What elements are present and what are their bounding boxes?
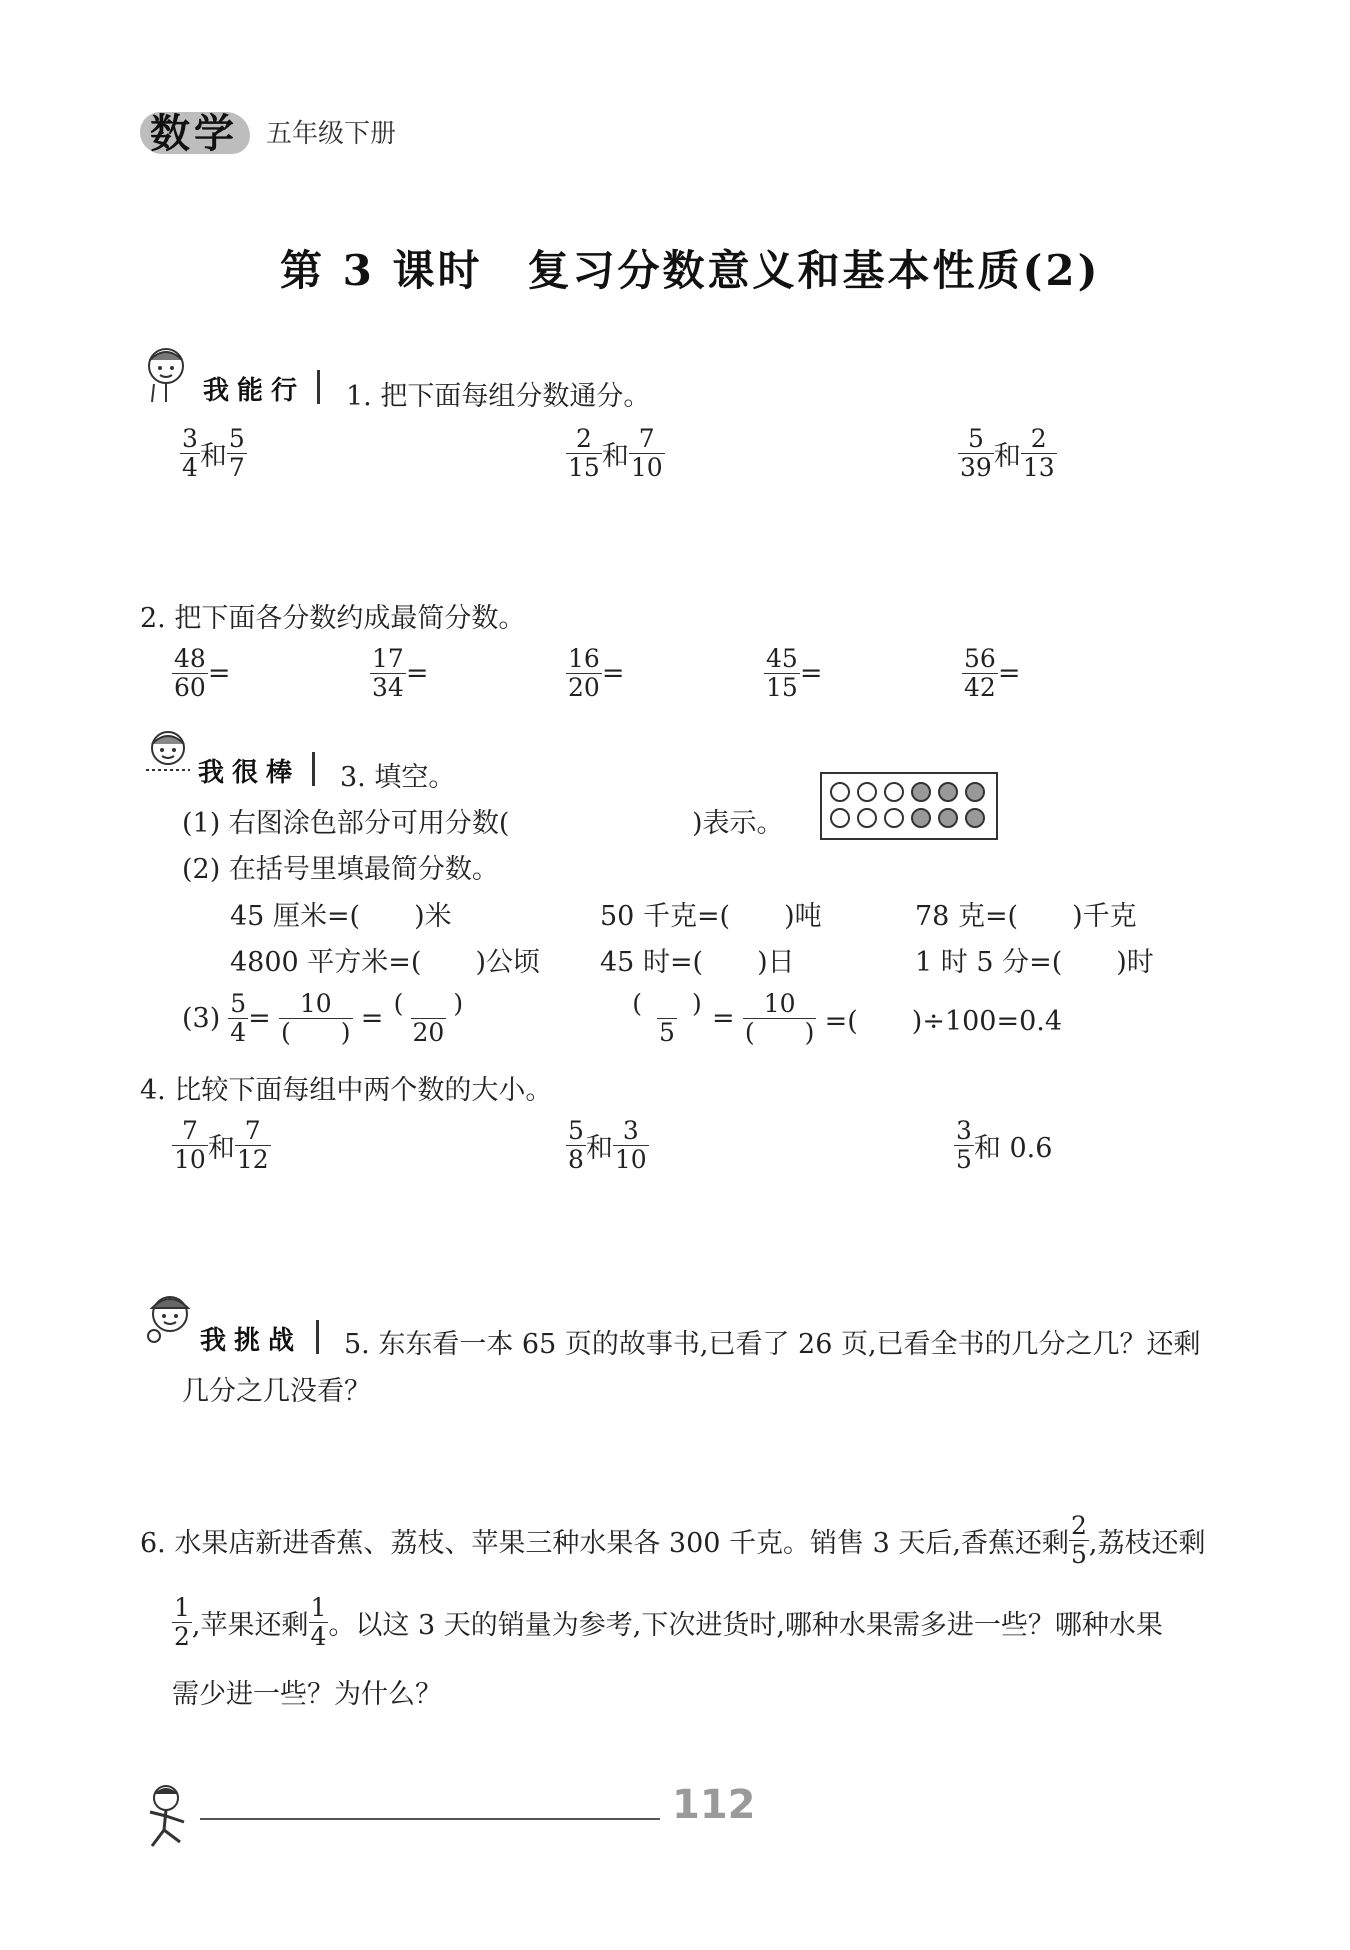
equals-sign: = (601, 657, 625, 689)
q6-text-a: 6. 水果店新进香蕉、荔枝、苹果三种水果各 300 千克。销售 3 天后,香蕉还剩 (140, 1527, 1069, 1559)
fraction: $\frac{1}{2}$ (174, 1593, 190, 1651)
fraction: $\frac{3}{10}$ (614, 1116, 647, 1174)
q1-item-2 (566, 425, 665, 481)
q6-line1 (140, 1512, 1205, 1568)
fraction: $\frac{3}{5}$ (956, 1116, 972, 1174)
student-mascot-icon (142, 1290, 200, 1350)
q2-item-4 (764, 645, 822, 701)
fraction: $\frac{2}{5}$ (1070, 1511, 1087, 1569)
expression-tail: =( )÷100=0.4 (824, 1005, 1063, 1037)
footer-rule (200, 1818, 660, 1820)
circle-shaded (965, 782, 985, 802)
badge-divider (312, 752, 315, 786)
q3-part3-right (622, 990, 1062, 1046)
joiner-text: 和 (585, 1132, 613, 1164)
lesson-title: 第 3 课时 复习分数意义和基本性质(2) (280, 246, 1101, 295)
q2-item-3 (566, 645, 624, 701)
fraction: $\frac{5}{7}$ (228, 424, 245, 482)
q3-fill-2: 50 千克=( )吨 (600, 901, 822, 932)
q3-fill-4: 4800 平方米=( )公顷 (230, 947, 540, 978)
fraction: $\frac{( )}{20}$ (393, 989, 464, 1047)
circle-shaded (938, 808, 958, 828)
q4-text: 4. 比较下面每组中两个数的大小。 (140, 1075, 553, 1106)
q2-item-1 (172, 645, 230, 701)
q2-item-2 (370, 645, 428, 701)
badge-divider (316, 1320, 319, 1354)
header-subject: 数学 (150, 111, 238, 157)
fraction: $\frac{10}{( )}$ (744, 989, 815, 1047)
circle-shaded (938, 782, 958, 802)
q3-fill-3: 78 克=( )千克 (915, 901, 1137, 932)
equals-sign: = (405, 657, 429, 689)
q3-fill-5: 45 时=( )日 (600, 947, 795, 978)
fraction: $\frac{2}{13}$ (1022, 424, 1055, 482)
q1-text: 1. 把下面每组分数通分。 (346, 381, 651, 412)
page-number: 112 (672, 1782, 756, 1828)
circle-unshaded (857, 782, 877, 802)
fraction: $\frac{7}{12}$ (236, 1116, 269, 1174)
circle-unshaded (830, 808, 850, 828)
circle-shaded (965, 808, 985, 828)
fraction: $\frac{56}{42}$ (964, 644, 996, 702)
q4-item-2 (566, 1117, 649, 1173)
q6-text-b: ,荔枝还剩 (1088, 1527, 1206, 1559)
equals-sign: = (207, 657, 231, 689)
q6-text-c: ,苹果还剩 (191, 1609, 309, 1641)
fraction: $\frac{7}{10}$ (630, 424, 663, 482)
fraction: $\frac{1}{4}$ (310, 1593, 327, 1651)
fraction: $\frac{5}{39}$ (960, 424, 992, 482)
student-mascot-icon (140, 344, 198, 404)
joiner-text: 和 (601, 440, 629, 472)
q5-line2: 几分之几没看？ (182, 1376, 371, 1407)
fraction: $\frac{16}{20}$ (568, 644, 600, 702)
q6-line2 (172, 1594, 1163, 1650)
badge-level3: 我挑战 (200, 1326, 303, 1356)
q3-text: 3. 填空。 (340, 762, 456, 793)
circle-shaded (911, 808, 931, 828)
fraction: $\frac{5}{4}$ (230, 989, 247, 1047)
q3-part1-end: )表示。 (692, 808, 784, 839)
q5-line1: 5. 东东看一本 65 页的故事书,已看了 26 页,已看全书的几分之几？还剩 (344, 1329, 1201, 1360)
q3-part1-start: (1) 右图涂色部分可用分数( (182, 808, 510, 839)
equals-sign: = (248, 1002, 271, 1034)
fraction: $\frac{( )}{5}$ (632, 989, 702, 1047)
header-grade: 五年级下册 (266, 119, 397, 149)
equals-sign: = (360, 1002, 384, 1034)
q2-item-5 (962, 645, 1020, 701)
q3-part3-left (182, 990, 473, 1046)
fraction: $\frac{3}{4}$ (182, 424, 198, 482)
joiner-text: 和 (993, 440, 1021, 472)
joiner-text: 和 (199, 440, 227, 472)
circle-unshaded (830, 782, 850, 802)
q3-part2-text: (2) 在括号里填最简分数。 (182, 854, 499, 885)
fraction: $\frac{10}{( )}$ (281, 989, 351, 1047)
joiner-text: 和 (207, 1132, 235, 1164)
q6-text-d: 。以这 3 天的销量为参考,下次进货时,哪种水果需多进一些？哪种水果 (328, 1609, 1163, 1641)
q1-item-3 (958, 425, 1057, 481)
q6-line3: 需少进一些？为什么？ (172, 1679, 442, 1710)
circle-unshaded (857, 808, 877, 828)
fraction: $\frac{48}{60}$ (174, 644, 206, 702)
q2-text: 2. 把下面各分数约成最简分数。 (140, 603, 526, 634)
equals-sign: = (997, 657, 1021, 689)
badge-level1: 我能行 (203, 376, 306, 406)
q1-item-1 (180, 425, 247, 481)
circle-unshaded (884, 808, 904, 828)
fraction: $\frac{5}{8}$ (568, 1116, 584, 1174)
student-mascot-icon (142, 726, 194, 782)
fraction: $\frac{7}{10}$ (174, 1116, 206, 1174)
q3-fill-1: 45 厘米=( )米 (230, 901, 452, 932)
shaded-circles-figure (820, 772, 998, 840)
compare-decimal: 和 0.6 (973, 1132, 1053, 1164)
circle-unshaded (884, 782, 904, 802)
circle-shaded (911, 782, 931, 802)
badge-level2: 我很棒 (198, 758, 301, 788)
fraction: $\frac{45}{15}$ (766, 644, 798, 702)
part-label: (3) (182, 1002, 221, 1034)
fraction: $\frac{17}{34}$ (372, 644, 404, 702)
fraction: $\frac{2}{15}$ (568, 424, 600, 482)
badge-divider (317, 370, 320, 404)
equals-sign: = (712, 1002, 735, 1034)
running-kid-icon (140, 1782, 200, 1852)
q4-item-3 (954, 1117, 1052, 1173)
equals-sign: = (799, 657, 823, 689)
q3-fill-6: 1 时 5 分=( )时 (915, 947, 1154, 978)
q4-item-1 (172, 1117, 271, 1173)
